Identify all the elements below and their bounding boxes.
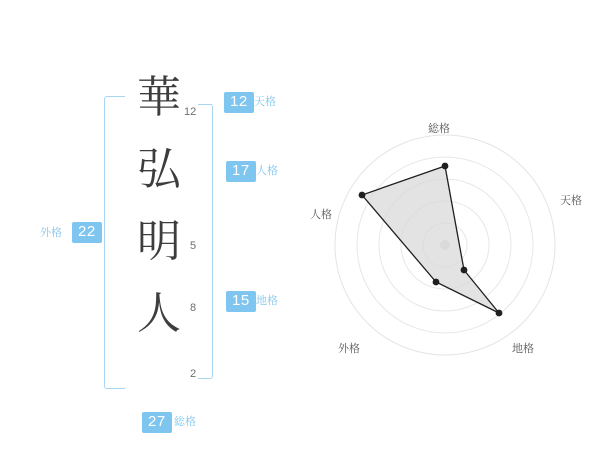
brace-outer-upper [104, 96, 125, 243]
brace-outer-lower [104, 242, 125, 389]
badge-chikaku-value: 15 [226, 291, 256, 312]
kanji-char-3: 明 [137, 216, 181, 267]
stroke-count-3: 8 [190, 302, 197, 314]
brace-jinkaku-upper [198, 104, 213, 170]
stroke-count-4: 2 [190, 368, 197, 380]
badge-soukaku-value: 27 [142, 412, 172, 433]
brace-chikaku-lower [198, 300, 213, 379]
badge-chikaku-label: 地格 [256, 294, 278, 307]
kanji-char-2: 弘 [137, 144, 181, 195]
radar-point-tenkaku [461, 267, 468, 274]
brace-jinkaku-lower [198, 170, 213, 236]
badge-tenkaku-label: 天格 [254, 95, 276, 108]
radar-point-jinkaku [359, 192, 366, 199]
kanji-char-1: 華 [137, 72, 181, 123]
stroke-count-2: 5 [190, 240, 197, 252]
badge-gaikaku-label: 外格 [40, 226, 62, 239]
badge-tenkaku-value: 12 [224, 92, 254, 113]
badge-jinkaku-label: 人格 [256, 164, 278, 177]
radar-point-chikaku [496, 310, 503, 317]
radar-point-soukaku [442, 163, 449, 170]
radar-axis-label-soukaku: 総格 [428, 122, 450, 135]
kanji-char-4: 人 [137, 288, 181, 339]
badge-gaikaku-value: 22 [72, 222, 102, 243]
stroke-count-1: 12 [184, 106, 197, 118]
radar-axis-label-chikaku: 地格 [512, 342, 534, 355]
radar-axis-label-tenkaku: 天格 [560, 194, 582, 207]
radar-axis-label-gaikaku: 外格 [338, 342, 360, 355]
radar-axis-label-jinkaku: 人格 [310, 208, 332, 221]
radar-chart [310, 110, 590, 390]
kanji-column [128, 62, 190, 350]
badge-jinkaku-value: 17 [226, 161, 256, 182]
brace-chikaku-upper [198, 236, 213, 300]
radar-point-gaikaku [433, 279, 440, 286]
badge-soukaku-label: 総格 [174, 415, 196, 428]
